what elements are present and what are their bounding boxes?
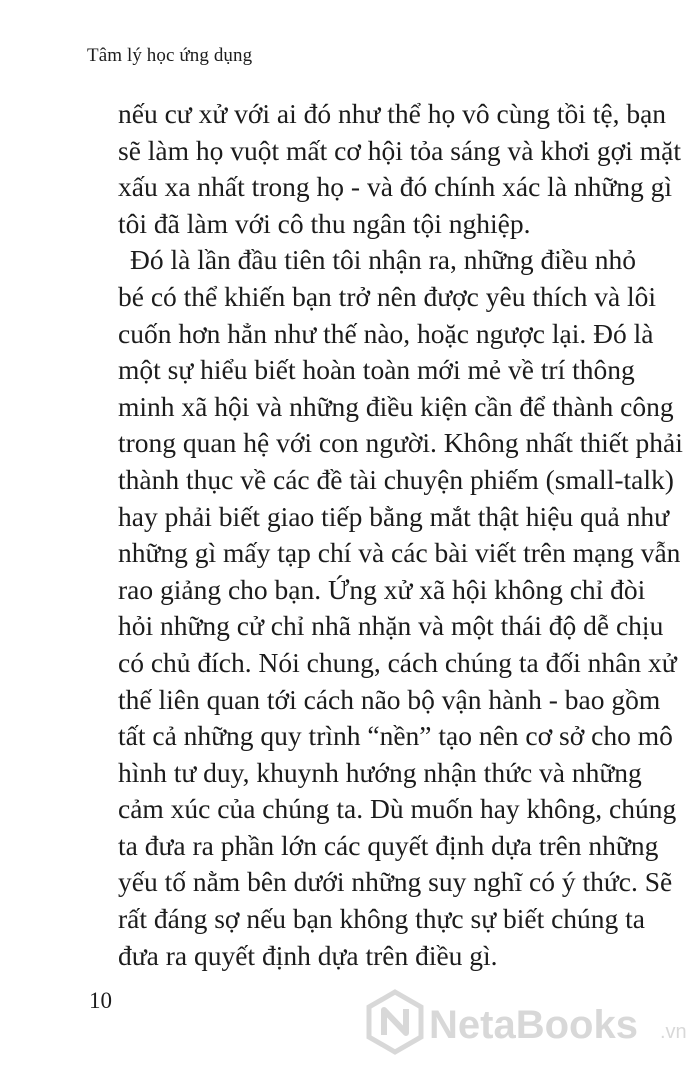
paragraph-2 [118,242,683,974]
text-line: nếu cư xử với ai đó như thể họ vô cùng tồi tệ, bạn [118,98,667,129]
text-line: thành thục về các đề tài chuyện phiếm (small-talk) [118,463,674,495]
text-line: tôi đã làm với cô thu ngân tội nghiệp. [118,207,531,239]
text-line: xấu xa nhất trong họ - và đó chính xác là những gì [118,171,673,203]
text-line: trong quan hệ với con người. Không nhất thiết phải [118,427,683,459]
text-line: Đó là lần đầu tiên tôi nhận ra, những điều nhỏ [130,244,636,276]
text-line: hình tư duy, khuynh hướng nhận thức và những [118,756,642,788]
text-line: hay phải biết giao tiếp bằng mắt thật hiệu quả như [118,500,670,532]
text-line: một sự hiểu biết hoàn toàn mới mẻ về trí thông [118,354,635,386]
text-line: cảm xúc của chúng ta. Dù muốn hay không, chúng [118,793,677,825]
watermark-suffix: .vn [660,1021,687,1043]
text-line: tất cả những quy trình “nền” tạo nên cơ sở cho mô [118,720,673,752]
text-line: yếu tố nằm bên dưới những suy nghĩ có ý thức. Sẽ [118,866,673,898]
watermark [365,988,695,1058]
paragraph-1 [118,96,681,242]
text-line: rao giảng cho bạn. Ứng xử xã hội không chỉ đòi [118,573,646,605]
text-line: cuốn hơn hẳn như thế nào, hoặc ngược lại. Đó là [118,317,654,349]
text-line: rất đáng sợ nếu bạn không thực sự biết chúng ta [118,903,646,935]
text-line: ta đưa ra phần lớn các quyết định dựa trên những [118,829,659,861]
text-line: đưa ra quyết định dựa trên điều gì. [118,939,498,971]
running-header: Tâm lý học ứng dụng [87,45,253,66]
text-line: hỏi những cử chỉ nhã nhặn và một thái độ dễ chịu [118,610,664,642]
text-line: bé có thể khiến bạn trở nên được yêu thích và lôi [118,280,657,312]
page-number: 10 [89,988,112,1013]
text-line: những gì mấy tạp chí và các bài viết trên mạng vẫn [118,537,681,569]
netabooks-logo-icon [369,992,421,1052]
body-text [118,96,683,974]
text-line: có chủ đích. Nói chung, cách chúng ta đối nhân xử [118,646,677,678]
text-line: thế liên quan tới cách não bộ vận hành - bao gồm [118,683,661,715]
text-line: minh xã hội và những điều kiện cần để thành công [118,390,674,422]
watermark-brand: NetaBooks [429,1003,638,1047]
text-line: sẽ làm họ vuột mất cơ hội tỏa sáng và khơi gợi mặt [118,134,681,166]
